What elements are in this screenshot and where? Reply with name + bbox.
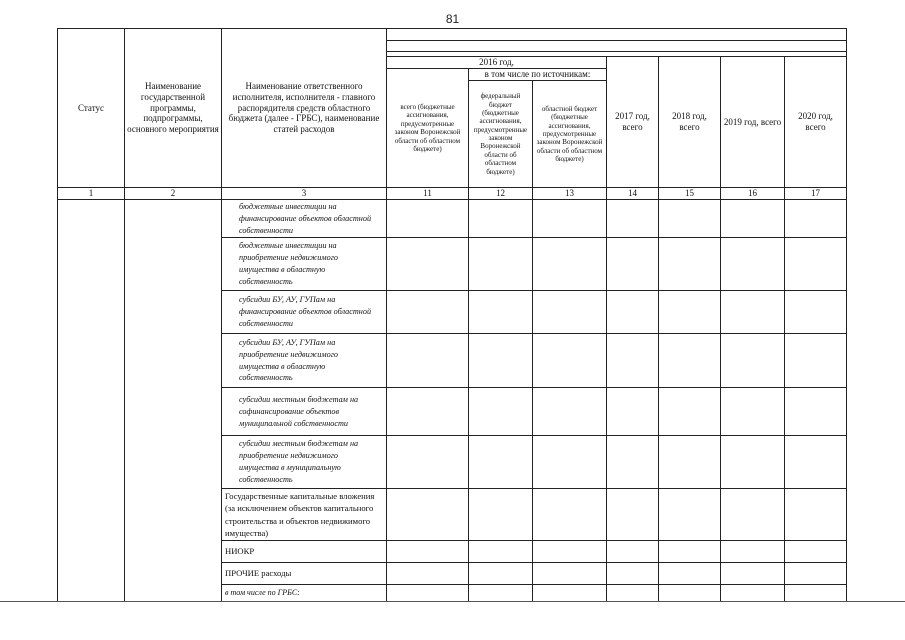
row-label: НИОКР [222,541,387,562]
row-label: субсидии местным бюджетам на софинансирование объектов муниципальной собственности [222,387,387,435]
row-label: Государственные капитальные вложения (за исключением объектов капитального строительства и объектов недвижимого имущества) [222,488,387,541]
colnum-11: 11 [387,188,469,200]
row-label: субсидии БУ, АУ, ГУПам на финансирование объектов областной собственности [222,290,387,333]
header-sources: в том числе по источникам: [469,69,607,81]
budget-table [57,28,847,602]
colnum-1: 1 [58,188,125,200]
colnum-17: 17 [785,188,847,200]
header-total-2016: всего (бюджетные ассигнования, предусмотренные законом Воронежской области об областном бюджете) [387,69,469,188]
colnum-12: 12 [469,188,533,200]
row-label: бюджетные инвестиции на приобретение недвижимого имущества в областную собственность [222,238,387,291]
header-spacer-top [387,29,847,41]
row-label: в том числе по ГРБС: [222,584,387,601]
row-label: субсидии местным бюджетам на приобретение недвижимого имущества в муниципальную собственность [222,436,387,489]
colnum-14: 14 [607,188,659,200]
page-number: 81 [445,12,460,26]
row-label: ПРОЧИЕ расходы [222,562,387,584]
program-name-cell [125,200,222,602]
status-cell [58,200,125,602]
header-status: Статус [58,29,125,188]
header-2018: 2018 год, всего [659,57,721,188]
colnum-2: 2 [125,188,222,200]
colnum-16: 16 [721,188,785,200]
header-regional: областной бюджет (бюджетные ассигнования, предусмотренные законом Воронежской области об областном бюджете) [533,81,607,188]
header-2019: 2019 год, всего [721,57,785,188]
header-program-name: Наименование государственной программы, подпрограммы, основного мероприятия [125,29,222,188]
header-year-2016: 2016 год, [387,57,607,69]
header-federal: федеральный бюджет (бюджетные ассигнования, предусмотренные законом Воронежской области об областном бюджете) [469,81,533,188]
bottom-rule [0,601,905,602]
header-spacer-mid [387,41,847,52]
colnum-15: 15 [659,188,721,200]
row-label: субсидии БУ, АУ, ГУПам на приобретение недвижимого имущества в областную собственность [222,334,387,388]
header-2020: 2020 год, всего [785,57,847,188]
table-row [58,200,847,238]
colnum-3: 3 [222,188,387,200]
colnum-13: 13 [533,188,607,200]
header-responsible: Наименование ответственного исполнителя, исполнителя - главного распорядителя средств областного бюджета (далее - ГРБС), наименование статей расходов [222,29,387,188]
header-2017: 2017 год, всего [607,57,659,188]
row-label: бюджетные инвестиции на финансирование объектов областной собственности [222,200,387,238]
